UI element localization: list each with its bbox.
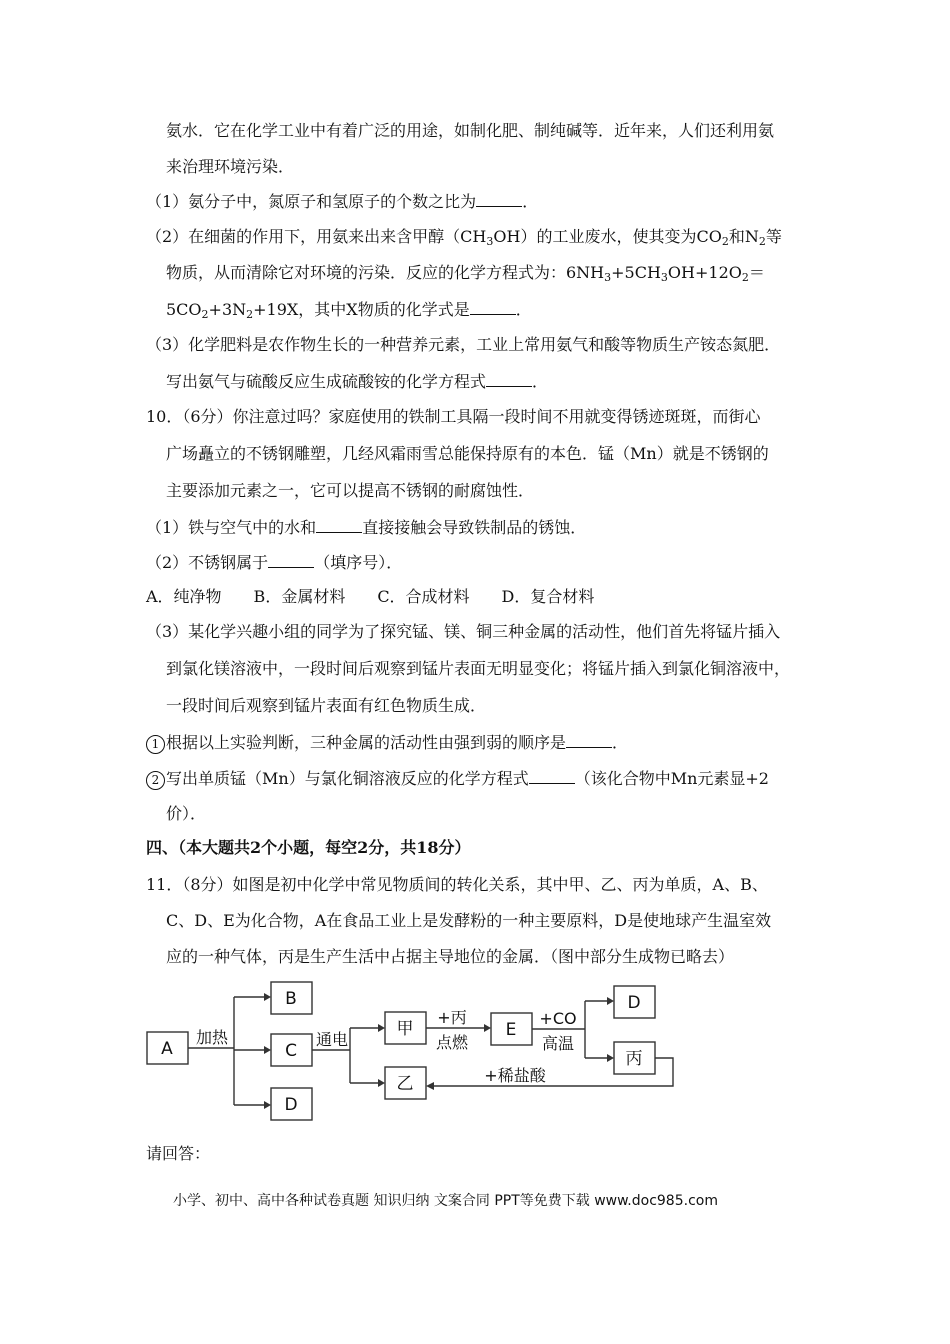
q11-line3: 应的一种气体，丙是生产生活中占据主导地位的金属．（图中部分生成物已略去） (166, 947, 735, 966)
text-seg: （填序号）． (314, 553, 403, 572)
label-plus-hcl: +稀盐酸 (484, 1066, 546, 1085)
text-seg: 写出单质锰（Mn）与氯化铜溶液反应的化学方程式 (166, 769, 529, 788)
text-seg: ＝ (748, 263, 765, 282)
label-plus-bing: +丙 (437, 1008, 467, 1027)
label-c: C (285, 1041, 297, 1061)
label-plus-co: +CO (539, 1009, 577, 1028)
q11-line1: 11．（8分）如图是初中化学中常见物质间的转化关系，其中甲、乙、丙为单质，A、B、 (146, 875, 768, 894)
q9-intro-line2: 来治理环境污染． (166, 157, 295, 176)
q9-intro-line1: 氨水．它在化学工业中有着广泛的用途，如制化肥、制纯碱等．近年来，人们还利用氨 (166, 121, 775, 140)
page-footer: 小学、初中、高中各种试卷真题 知识归纳 文案合同 PPT等免费下载 www.doc985.com (173, 1193, 718, 1209)
q9-part3-line1: （3）化学肥料是农作物生长的一种营养元素，工业上常用氨气和酸等物质生产铵态氮肥． (146, 335, 781, 354)
label-jia: 甲 (396, 1019, 414, 1039)
subscript: 2 (721, 235, 729, 248)
text-seg: （该化合物中Mn元素显+2 (574, 769, 769, 788)
q10-line1: 10．（6分）你注意过吗？家庭使用的铁制工具隔一段时间不用就变得锈迹斑斑，而街心 (146, 407, 761, 426)
label-high-temp: 高温 (541, 1034, 575, 1053)
punct: ． (522, 192, 539, 211)
q10-part3-line2: 到氯化镁溶液中，一段时间后观察到锰片表面无明显变化；将锰片插入到氯化铜溶液中， (166, 659, 791, 678)
text-seg: 直接接触会导致铁制品的锈蚀． (362, 518, 587, 537)
circled-number: 1 (146, 735, 165, 754)
label-heat: 加热 (195, 1028, 229, 1047)
label-e: E (505, 1020, 517, 1040)
label-d2: D (627, 993, 641, 1013)
text-seg: 物质，从而清除它对环境的污染．反应的化学方程式为：6NH (166, 263, 605, 282)
subscript: 3 (486, 235, 494, 248)
label-ignite: 点燃 (435, 1033, 469, 1052)
answer-prompt: 请回答： (146, 1144, 211, 1163)
text-seg: （1）铁与空气中的水和 (146, 518, 317, 537)
punct: ． (532, 372, 549, 391)
subscript: 3 (604, 271, 612, 284)
label-b: B (285, 989, 297, 1009)
text-seg: 5CO (166, 300, 202, 319)
text-seg: +3N (208, 300, 247, 319)
q10-part3-line3: 一段时间后观察到锰片表面有红色物质生成． (166, 696, 487, 715)
q10-line2: 广场矗立的不锈钢雕塑，几经风霜雨雪总能保持原有的本色．锰（Mn）就是不锈钢的 (166, 444, 769, 463)
subscript: 2 (201, 308, 209, 321)
text-seg: 根据以上实验判断，三种金属的活动性由强到弱的顺序是 (166, 733, 567, 752)
q10-part3-line1: （3）某化学兴趣小组的同学为了探究锰、镁、铜三种金属的活动性，他们首先将锰片插入 (146, 622, 781, 641)
section-heading: 四、（本大题共2个小题，每空2分，共18分） (146, 838, 471, 857)
subscript: 3 (660, 271, 668, 284)
label-d1: D (284, 1095, 298, 1115)
text-seg: +19X，其中X物质的化学式是 (253, 300, 470, 319)
q10-line3: 主要添加元素之一，它可以提高不锈钢的耐腐蚀性． (166, 481, 535, 500)
punct: ． (515, 300, 532, 319)
q11-line2: C、D、E为化合物，A在食品工业上是发酵粉的一种主要原料，D是使地球产生温室效 (166, 911, 772, 930)
subscript: 2 (741, 271, 749, 284)
punct: ． (612, 733, 629, 752)
q9-part1-text: （1）氨分子中，氮原子和氢原子的个数之比为 (146, 192, 477, 211)
subscript: 2 (246, 308, 254, 321)
text-seg: （2）在细菌的作用下，用氨来出来含甲醇（CH (146, 227, 487, 246)
text-seg: OH+12O (667, 263, 742, 282)
label-electrolysis: 通电 (315, 1030, 349, 1049)
label-a: A (161, 1039, 173, 1059)
text-seg: （2）不锈钢属于 (146, 553, 269, 572)
circled-number: 2 (146, 771, 165, 790)
text-seg: 等 (765, 227, 782, 246)
text-seg: 写出氨气与硫酸反应生成硫酸铵的化学方程式 (166, 372, 487, 391)
text-seg: OH）的工业废水，使其变为CO (493, 227, 722, 246)
text-seg: +5CH (611, 263, 661, 282)
label-yi: 乙 (396, 1074, 414, 1094)
q10-options: A．纯净物 B．金属材料 C．合成材料 D．复合材料 (146, 587, 595, 606)
text-seg: 和N (728, 227, 759, 246)
subscript: 2 (758, 235, 766, 248)
q10-sub2-cont: 价）． (166, 804, 207, 823)
label-bing: 丙 (625, 1049, 643, 1069)
